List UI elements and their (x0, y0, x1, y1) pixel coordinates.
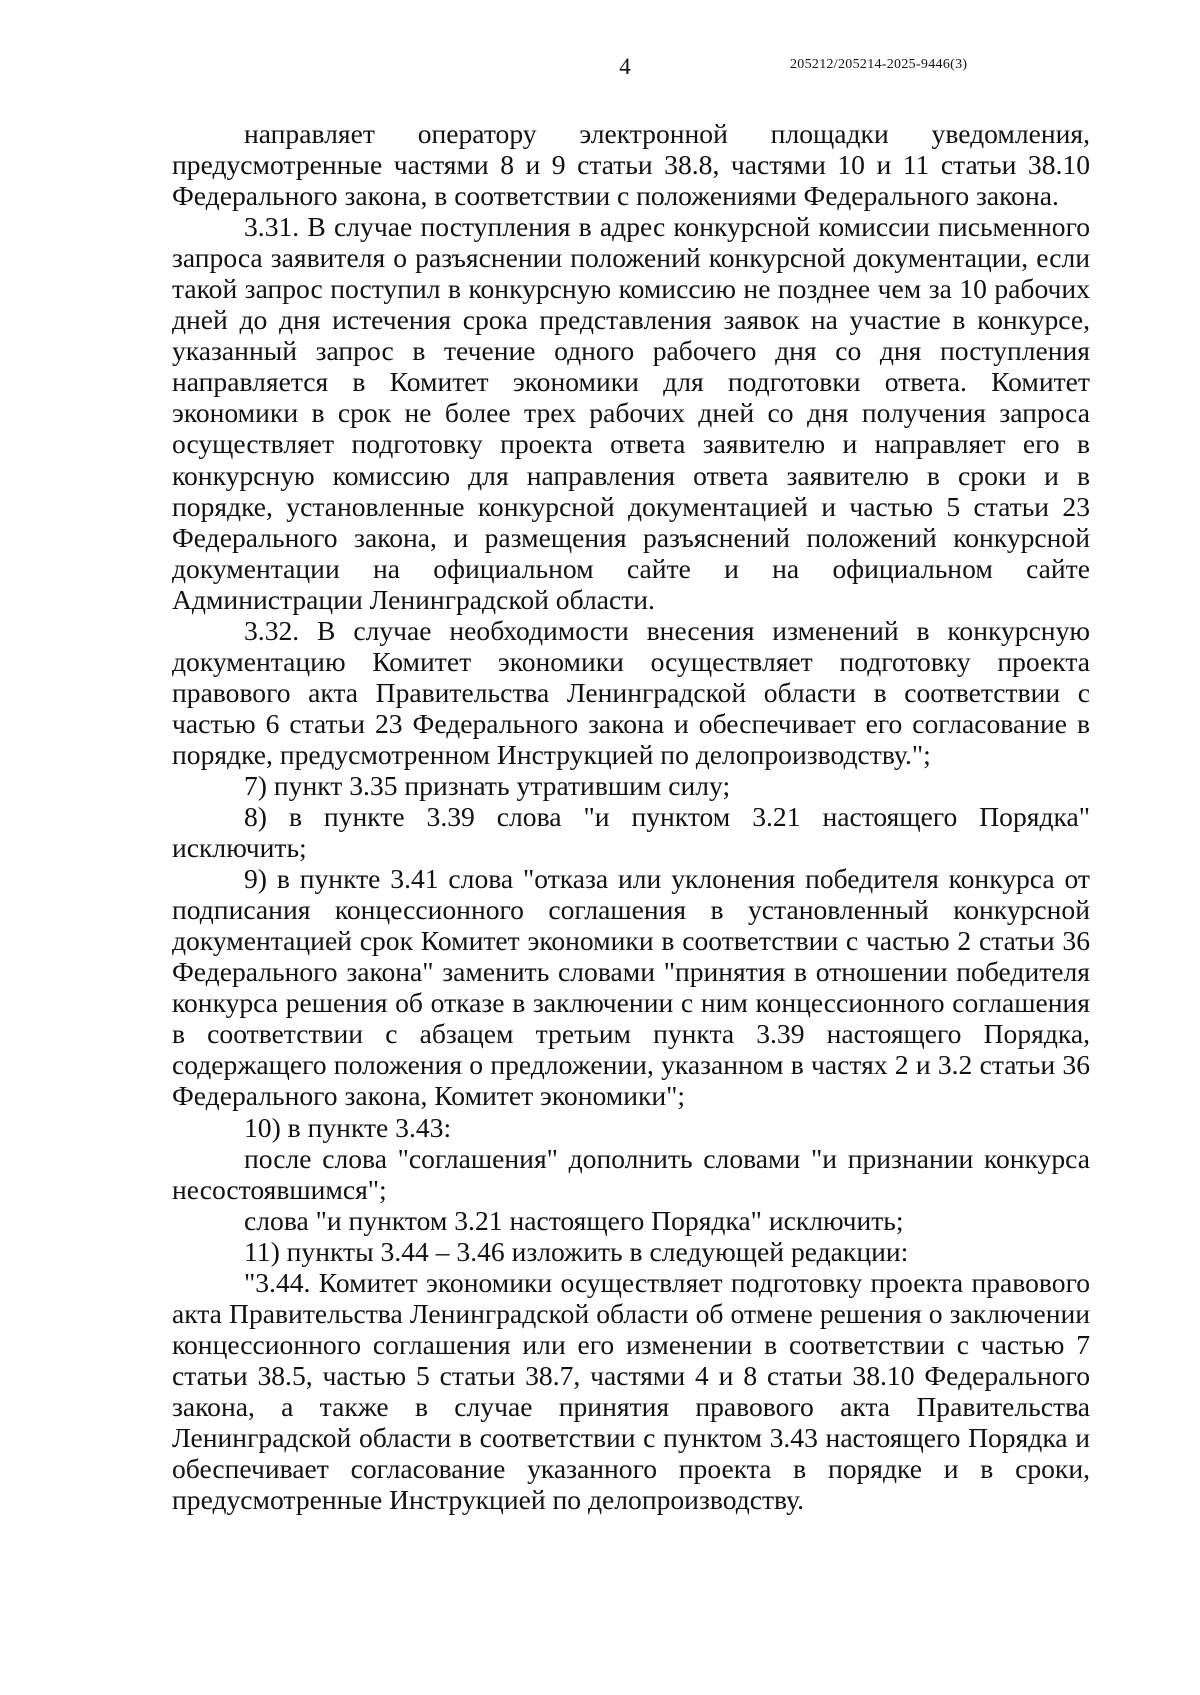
paragraph-continuation: направляет оператору электронной площадки уведомления, предусмотренные частями 8 и 9 статьи 38.8, частями 10 и 11 статьи 38.10 Федерального закона, в соответствии с положениями Федерального закона. (172, 118, 1090, 212)
paragraph-item-7: 7) пункт 3.35 признать утратившим силу; (244, 769, 731, 801)
paragraph-item-9: 9) в пункте 3.41 слова "отказа или уклонения победителя конкурса от подписания концессионного соглашения в установленный конкурсной документацией срок Комитет экономики в соответствии с частью 2 статьи 36 Федерального закона" заменить словами "принятия в отношении победителя конкурса решения об отказе в заключении с ним концессионного соглашения в соответствии с абзацем третьим пункта 3.39 настоящего Порядка, содержащего положения о предложении, указанном в частях 2 и 3.2 статьи 36 Федерального закона, Комитет экономики"; (172, 863, 1090, 1112)
paragraph-3-31: 3.31. В случае поступления в адрес конкурсной комиссии письменного запроса заявителя о разъяснении положений конкурсной документации, если такой запрос поступил в конкурсную комиссию не позднее чем за 10 рабочих дней до дня истечения срока представления заявок на участие в конкурсе, указанный запрос в течение одного рабочего дня со дня поступления направляется в Комитет экономики для подготовки ответа. Комитет экономики в срок не более трех рабочих дней со дня получения запроса осуществляет подготовку проекта ответа заявителю и направляет его в конкурсную комиссию для направления ответа заявителю в сроки и в порядке, установленные конкурсной документацией и частью 5 статьи 23 Федерального закона, и размещения разъяснений положений конкурсной документации на официальном сайте и на официальном сайте Администрации Ленинградской области. (172, 211, 1090, 615)
document-body (172, 118, 1090, 1515)
paragraph-item-10-sub-2: слова "и пунктом 3.21 настоящего Порядка" исключить; (244, 1204, 904, 1236)
paragraph-3-32: 3.32. В случае необходимости внесения изменений в конкурсную документацию Комитет экономики осуществляет подготовку проекта правового акта Правительства Ленинградской области в соответствии с частью 6 статьи 23 Федерального закона и обеспечивает его согласование в порядке, предусмотренном Инструкцией по делопроизводству."; (172, 614, 1090, 770)
paragraph-item-11: 11) пункты 3.44 – 3.46 изложить в следующей редакции: (244, 1235, 909, 1267)
paragraph-item-8: 8) в пункте 3.39 слова "и пунктом 3.21 настоящего Порядка" исключить; (172, 801, 1090, 864)
document-id: 205212/205214-2025-9446(3) (790, 57, 968, 72)
paragraph-3-44: "3.44. Комитет экономики осуществляет подготовку проекта правового акта Правительства Ленинградской области об отмене решения о заключении концессионного соглашения или его изменении в соответствии с частью 7 статьи 38.5, частью 5 статьи 38.7, частями 4 и 8 статьи 38.10 Федерального закона, а также в случае принятия правового акта Правительства Ленинградской области в соответствии с пунктом 3.43 настоящего Порядка и обеспечивает согласование указанного проекта в порядке и в сроки, предусмотренные Инструкцией по делопроизводству. (172, 1266, 1090, 1516)
paragraph-item-10: 10) в пункте 3.43: (244, 1111, 452, 1143)
paragraph-item-10-sub-1: после слова "соглашения" дополнить словами "и признании конкурса несостоявшимся"; (172, 1142, 1090, 1205)
page-number: 4 (619, 54, 631, 79)
